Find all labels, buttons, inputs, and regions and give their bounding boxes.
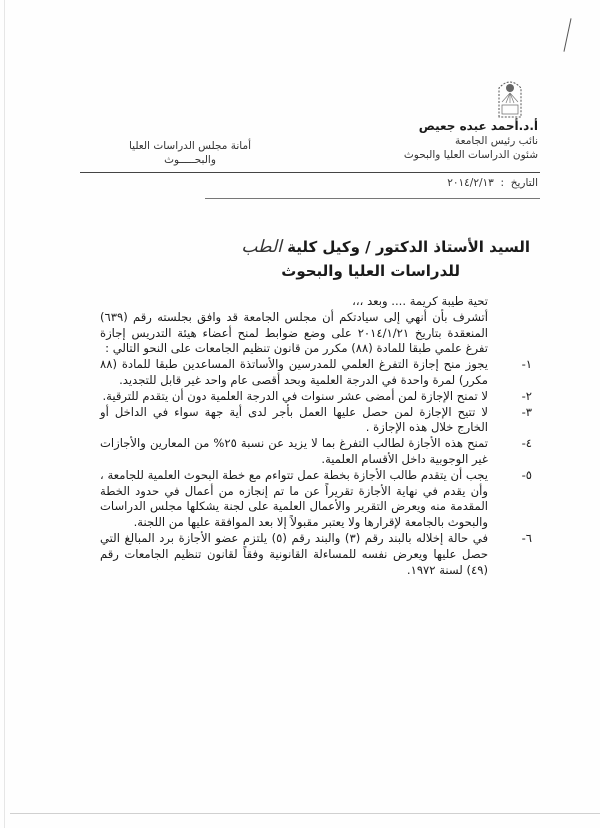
rule-number: ٤- — [521, 436, 532, 451]
pen-stroke-mark — [563, 18, 571, 51]
rule-text: في حالة إخلاله بالبند رقم (٣) والبند رقم (٥) يلتزم عضو الأجازة برد المبالغ التي حصل عليها ويعرض نفسه للمساءلة القانونية وفقاً لقانون تنظيم الجامعات رقم (٤٩) لسنة ١٩٧٢. — [100, 530, 489, 577]
rule-item — [100, 357, 532, 389]
rule-text: تمنح هذه الأجازة لطالب التفرغ بما لا يزيد عن نسبة ٢٥% من المعارين والأجازات غير الوجوبية داخل الأقسام العلمية. — [100, 436, 488, 466]
secretariat-line1: أمانة مجلس الدراسات العليا — [128, 140, 252, 152]
addressee-title: السيد الأستاذ الدكتور / وكيل كلية — [287, 238, 530, 256]
secretariat-block — [80, 139, 300, 167]
secretariat-line2: والبحـــــوث — [164, 154, 216, 166]
rule-number: ٣- — [521, 404, 532, 419]
greeting: تحية طيبة كريمة .... وبعد ،،، — [352, 294, 488, 308]
date-divider — [205, 198, 540, 199]
university-logo-icon — [497, 78, 523, 118]
rule-number: ٦- — [521, 530, 532, 545]
addressee-line1 — [241, 236, 530, 258]
intro-paragraph: أتشرف بأن أنهي إلى سيادتكم أن مجلس الجامعة قد وافق بجلسته رقم (٦٣٩) المنعقدة بتاريخ ٢٠١٤/١/٢١ على وضع ضوابط لمنح أعضاء هيئة التدريس إجازة تفرغ علمي طبقا للمادة (٨٨) مكرر من قانون تنظيم الجامعات على النحو التالي : — [100, 309, 489, 356]
sender-block — [308, 118, 538, 162]
scan-edge-bottom — [10, 813, 600, 814]
rule-text: لا تمنح الإجازة لمن أمضى عشر سنوات في الدرجة العلمية دون أن يتقدم للترقية. — [102, 388, 488, 403]
handwritten-faculty: الطب — [241, 237, 282, 257]
rule-item — [100, 388, 532, 405]
rule-text: يجب أن يتقدم طالب الأجازة بخطة عمل تتواءم مع خطة البحوث العلمية للجامعة ، وأن يقدم في نهاية الأجازة تقريراً عن ما تم إنجازه من أعمال في حدود الخطة المقدمة منه ويعرض التقرير والأعمال العلمية على لجنة يشكلها مجلس الدراسات والبحوث بالجامعة لإقرارها ولا يعتبر مقبولاً إلا بعد الموافقة عليها من اللجنة. — [100, 467, 488, 530]
rule-text: لا تتيح الإجازة لمن حصل عليها العمل بأجر لدى أية جهة سواء في الداخل أو الخارج خلال هذه الإجازة . — [100, 404, 488, 435]
rule-item — [100, 530, 532, 578]
addressee-line2: للدراسات العليا والبحوث — [281, 262, 460, 280]
rule-item — [100, 436, 532, 468]
rule-item — [100, 404, 532, 437]
date-label: التاريخ — [510, 177, 538, 189]
date-row — [447, 177, 538, 189]
rule-number: ٥- — [521, 467, 532, 482]
rule-text: يجوز منح إجازة التفرغ العلمي للمدرسين والأساتذة المساعدين طبقا للمادة (٨٨ مكرر) لمرة واحدة في الدرجة العلمية وبحد أقصى عام واحد غير قابل للتجديد. — [100, 357, 488, 387]
rule-item — [100, 467, 532, 531]
header-divider — [80, 172, 540, 173]
sender-title: نائب رئيس الجامعة — [455, 135, 538, 147]
date-separator: : — [500, 177, 505, 189]
date-value: ٢٠١٤/٢/١٣ — [447, 177, 494, 189]
rule-number: ١- — [521, 357, 532, 372]
scan-edge-left — [4, 0, 5, 828]
sender-department: شئون الدراسات العليا والبحوث — [403, 149, 538, 161]
rule-number: ٢- — [521, 388, 532, 403]
letter-body — [100, 294, 532, 578]
sender-name: أ.د.أحمد عبده جعيص — [418, 119, 538, 133]
rules-list — [100, 357, 532, 578]
